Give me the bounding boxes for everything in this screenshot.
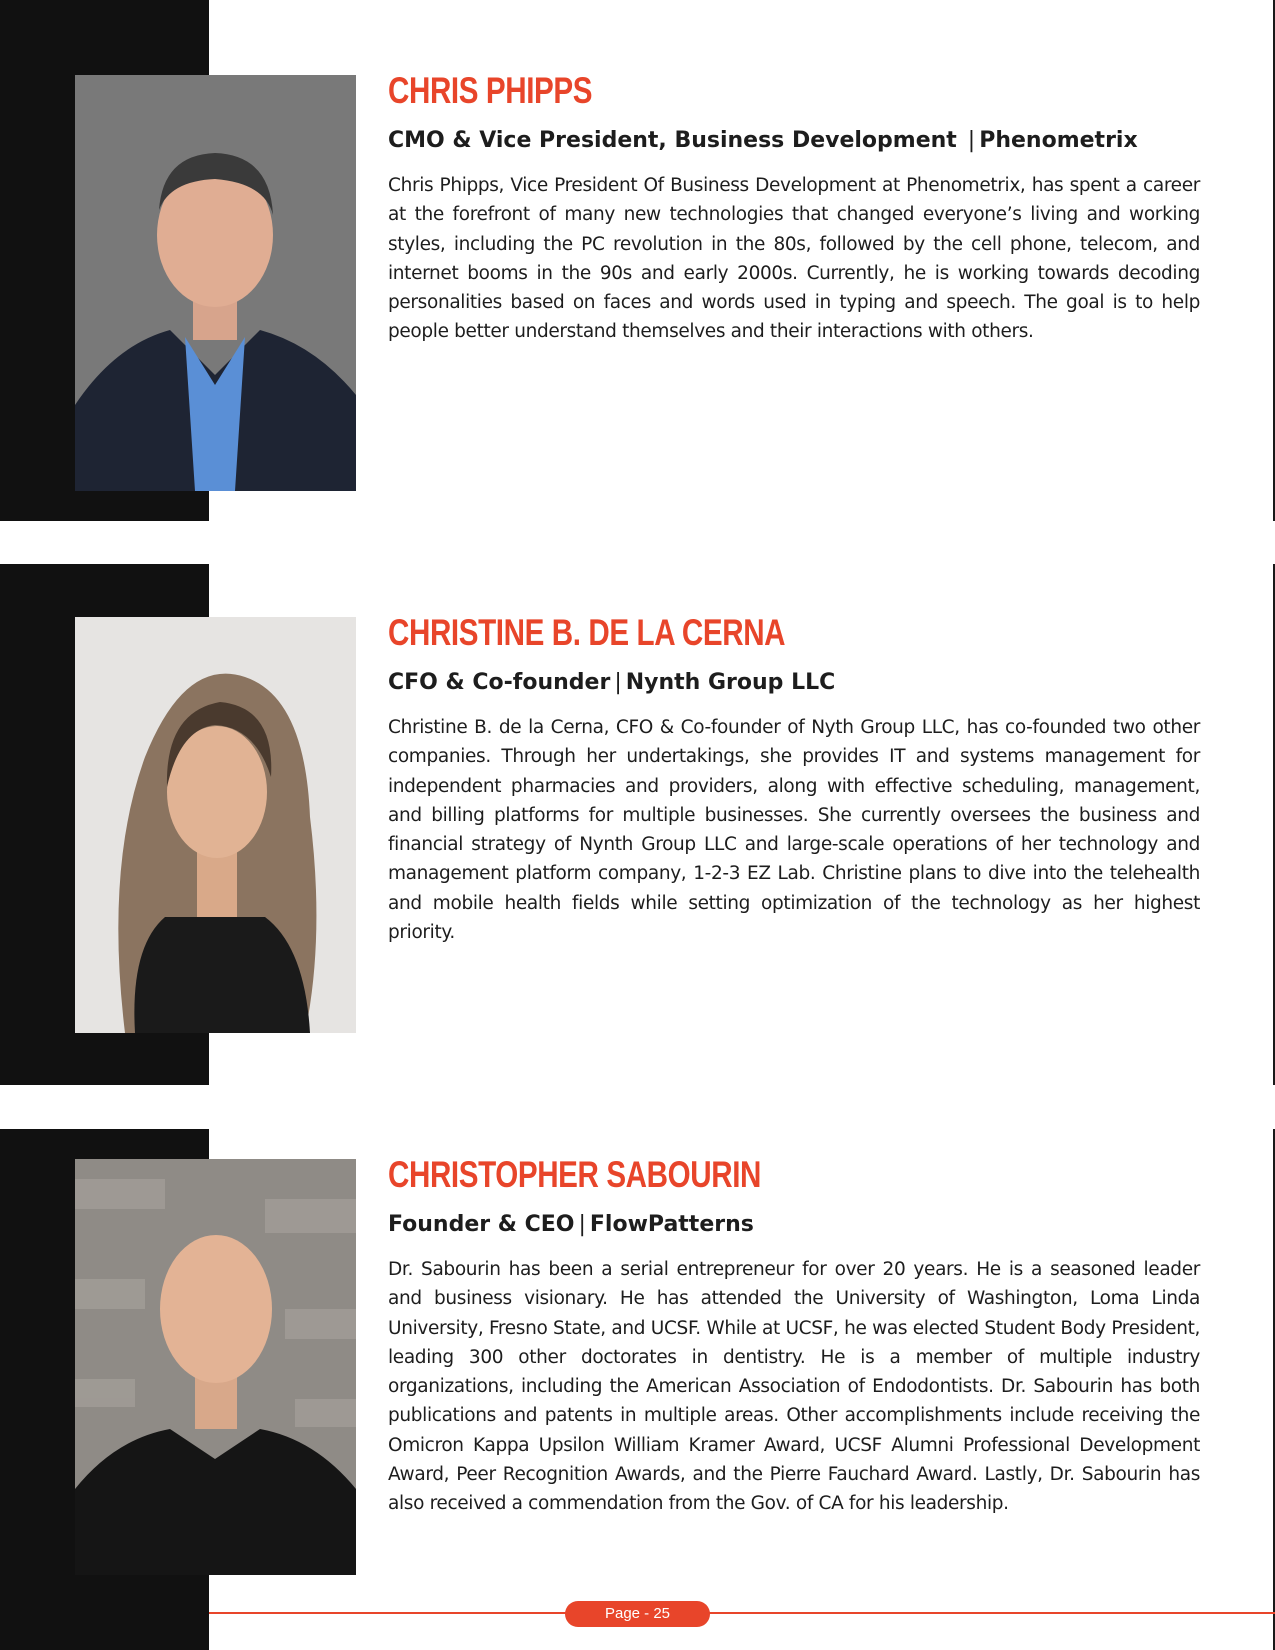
profile-name: CHRISTINE B. DE LA CERNA	[388, 612, 786, 653]
profile-bio: Dr. Sabourin has been a serial entrepreneur for over 20 years. He is a seasoned leader and business visionary. He has attended the University of Washington, Loma Linda University, Fresno State, and UCSF. While at UCSF, he was elected Student Body President, leading 300 other doctorates in dentistry. He is a member of multiple industry organizations, including the American Association of Endodontists. Dr. Sabourin has both publications and patents in multiple areas. Other accomplishments include receiving the Omicron Kappa Upsilon William Kramer Award, UCSF Alumni Professional Development Award, Peer Recognition Awards, and the Pierre Fauchard Award. Lastly, Dr. Sabourin has also received a commendation from the Gov. of CA for his leadership.	[388, 1259, 1200, 1515]
profile-name: CHRIS PHIPPS	[388, 70, 593, 111]
footer-rule	[209, 1612, 1275, 1614]
page-number: Page - 25	[565, 1601, 710, 1627]
profile-bio: Chris Phipps, Vice President Of Business Development at Phenometrix, has spent a career at the forefront of many new technologies that changed everyone’s living and working styles, including the PC revolution in the 80s, followed by the cell phone, telecom, and internet booms in the 90s and early 2000s. Currently, he is working towards decoding personalities based on faces and words used in typing and speech. The goal is to help people better understand themselves and their interactions with others.	[388, 175, 1200, 343]
profile-role	[388, 1211, 1200, 1239]
profile-title: Founder & CEO	[388, 1212, 575, 1237]
profile-title: CFO & Co-founder	[388, 670, 611, 695]
profile-organization: Nynth Group LLC	[625, 670, 836, 695]
divider: |	[614, 670, 622, 695]
profile-photo-chris-phipps	[75, 75, 356, 491]
profile-bio: Christine B. de la Cerna, CFO & Co-founder of Nyth Group LLC, has co-founded two other companies. Through her undertakings, she provides IT and systems management for independent pharmacies and providers, along with effective scheduling, management, and billing platforms for multiple businesses. She currently oversees the business and financial strategy of Nynth Group LLC and large-scale operations of her technology and management platform company, 1-2-3 EZ Lab. Christine plans to dive into the telehealth and mobile health fields while setting optimization of the technology as her highest priority.	[388, 717, 1200, 944]
profile-photo-christine-de-la-cerna	[75, 617, 356, 1033]
profile-organization: Phenometrix	[979, 128, 1138, 153]
profile-organization: FlowPatterns	[589, 1212, 754, 1237]
profile-photo-christopher-sabourin	[75, 1159, 356, 1575]
profile-role	[388, 127, 1200, 155]
divider: |	[578, 1212, 586, 1237]
profile-role	[388, 669, 1200, 697]
profile-chris-phipps	[388, 69, 1200, 347]
profile-title: CMO & Vice President, Business Development	[388, 128, 957, 153]
divider: |	[960, 128, 976, 153]
profile-christopher-sabourin	[388, 1153, 1200, 1519]
profile-christine-de-la-cerna	[388, 611, 1200, 947]
profile-name: CHRISTOPHER SABOURIN	[388, 1154, 761, 1195]
